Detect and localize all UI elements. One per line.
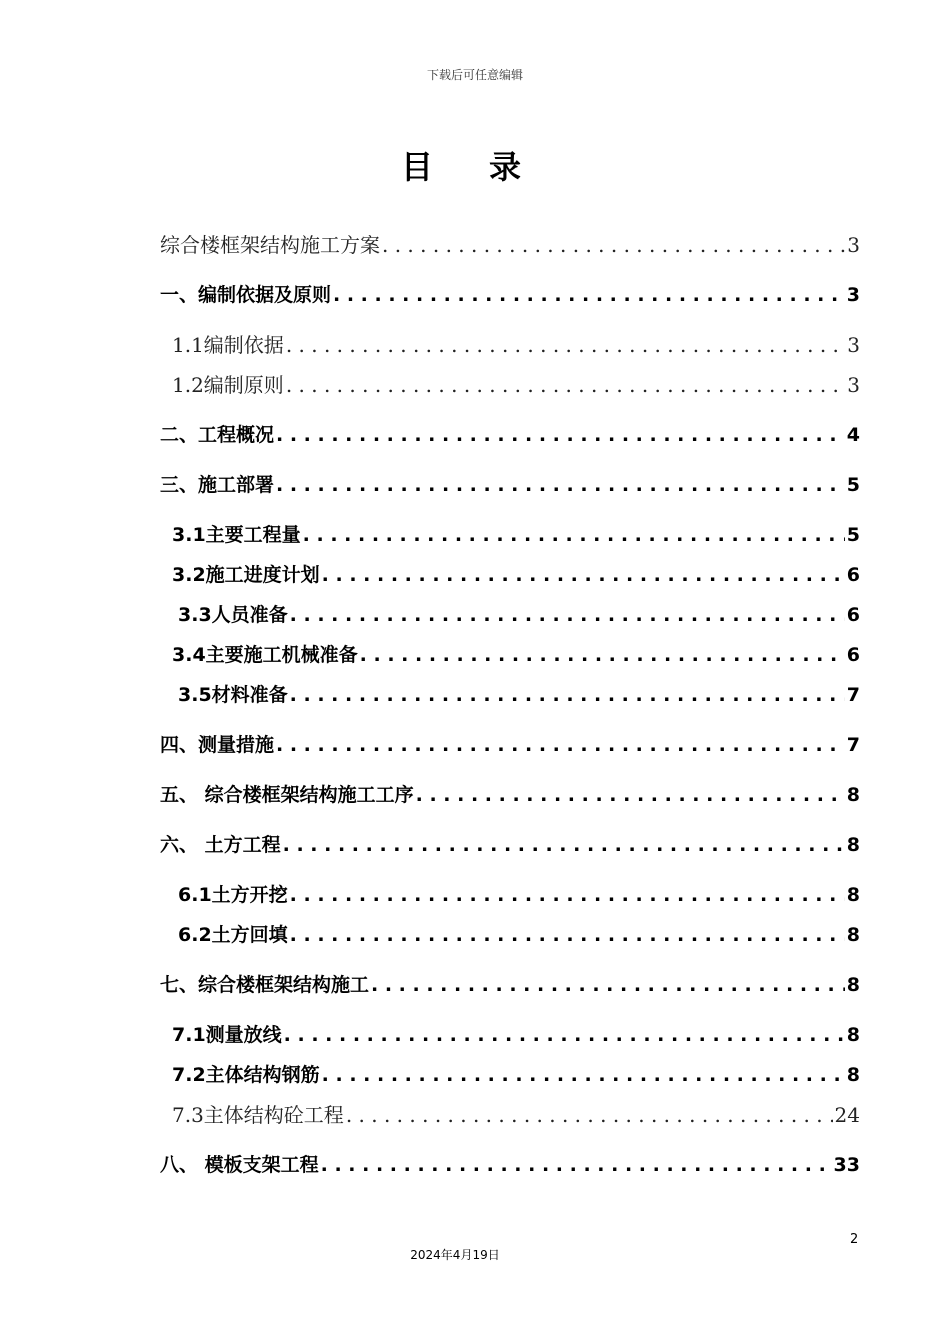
toc-dot-leader [303,520,845,550]
toc-entry[interactable] [160,920,860,950]
toc-entry-label: 综合楼框架结构施工方案 [160,233,380,257]
footer-date: 2024年4月19日 [410,1248,500,1262]
toc-entry[interactable] [160,1060,860,1090]
toc-entry-label: 3.1主要工程量 [172,524,301,546]
toc-entry[interactable] [160,280,860,310]
toc-entry[interactable] [160,560,860,590]
toc-entry-page: 6 [846,564,860,586]
toc-entry[interactable] [160,330,860,360]
toc-entry[interactable] [160,370,860,400]
toc-entry-label: 1.1编制依据 [172,333,284,357]
toc-dot-leader [346,1100,833,1130]
toc-entry[interactable] [160,420,860,450]
toc-entry-page: 3 [847,373,860,397]
toc-entry-page: 6 [846,604,860,626]
toc-entry-label: 1.2编制原则 [172,373,284,397]
toc-dot-leader [290,680,845,710]
toc-entry-page: 3 [846,284,860,306]
page-number: 2 [850,1232,859,1247]
toc-entry-label: 7.2主体结构钢筋 [172,1064,320,1086]
toc-dot-leader [284,1020,845,1050]
toc-entry-label: 6.1土方开挖 [178,884,288,906]
toc-entry[interactable] [160,680,860,710]
toc-entry-label: 7.3主体结构砼工程 [172,1103,344,1127]
toc-dot-leader [416,780,845,810]
toc-entry-label: 3.5材料准备 [178,684,288,706]
toc-entry-page: 8 [846,1064,860,1086]
toc-entry-label: 7.1测量放线 [172,1024,282,1046]
toc-entry-page: 5 [846,474,860,496]
toc-dot-leader [276,730,845,760]
toc-entry[interactable] [160,1100,860,1130]
toc-dot-leader [333,280,845,310]
toc-entry-page: 7 [846,684,860,706]
toc-entry[interactable] [160,640,860,670]
toc-dot-leader [290,880,845,910]
toc-entry[interactable] [160,600,860,630]
toc-entry-label: 3.4主要施工机械准备 [172,644,358,666]
toc-dot-leader [322,1060,845,1090]
toc-entry[interactable] [160,1020,860,1050]
toc-entry[interactable] [160,830,860,860]
toc-entry[interactable] [160,880,860,910]
toc-dot-leader [276,470,845,500]
toc-entry-page: 8 [846,924,860,946]
toc-entry[interactable] [160,230,860,260]
toc-entry[interactable] [160,970,860,1000]
toc-dot-leader [283,830,845,860]
toc-entry[interactable] [160,730,860,760]
toc-entry-page: 3 [847,233,860,257]
toc-title: 目录 [400,148,577,186]
toc-entry-label: 七、综合楼框架结构施工 [160,974,370,996]
toc-entry-label: 五、 综合楼框架结构施工工序 [160,784,414,806]
toc-entry-page: 24 [834,1103,860,1127]
toc-dot-leader [322,560,845,590]
toc-entry-label: 3.2施工进度计划 [172,564,320,586]
toc-entry-page: 33 [833,1154,860,1176]
toc-entry-label: 八、 模板支架工程 [160,1154,319,1176]
toc-dot-leader [290,600,845,630]
toc-entry-page: 8 [846,1024,860,1046]
toc-entry[interactable] [160,1150,860,1180]
toc-entry-label: 三、施工部署 [160,474,275,496]
toc-dot-leader [286,330,845,360]
toc-dot-leader [382,230,845,260]
toc-entry[interactable] [160,520,860,550]
toc-entry-page: 8 [846,884,860,906]
toc-dot-leader [290,920,845,950]
toc-entry-label: 六、 土方工程 [160,834,281,856]
toc-entry-page: 8 [846,974,860,996]
toc-entry-page: 8 [846,784,860,806]
toc-dot-leader [360,640,845,670]
toc-dot-leader [276,420,845,450]
toc-dot-leader [321,1150,832,1180]
toc-entry-page: 3 [847,333,860,357]
header-note: 下载后可任意编辑 [426,68,523,82]
toc-dot-leader [371,970,845,1000]
toc-entry-label: 四、测量措施 [160,734,275,756]
toc-entry-page: 5 [846,524,860,546]
toc-entry-label: 二、工程概况 [160,424,275,446]
toc-entry[interactable] [160,470,860,500]
toc-entry-page: 4 [846,424,860,446]
toc-dot-leader [286,370,845,400]
toc-entry[interactable] [160,780,860,810]
toc-entry-page: 7 [846,734,860,756]
toc-entry-page: 8 [846,834,860,856]
toc-entry-page: 6 [846,644,860,666]
toc-entry-label: 一、编制依据及原则 [160,284,332,306]
toc-entry-label: 3.3人员准备 [178,604,288,626]
toc-entry-label: 6.2土方回填 [178,924,288,946]
